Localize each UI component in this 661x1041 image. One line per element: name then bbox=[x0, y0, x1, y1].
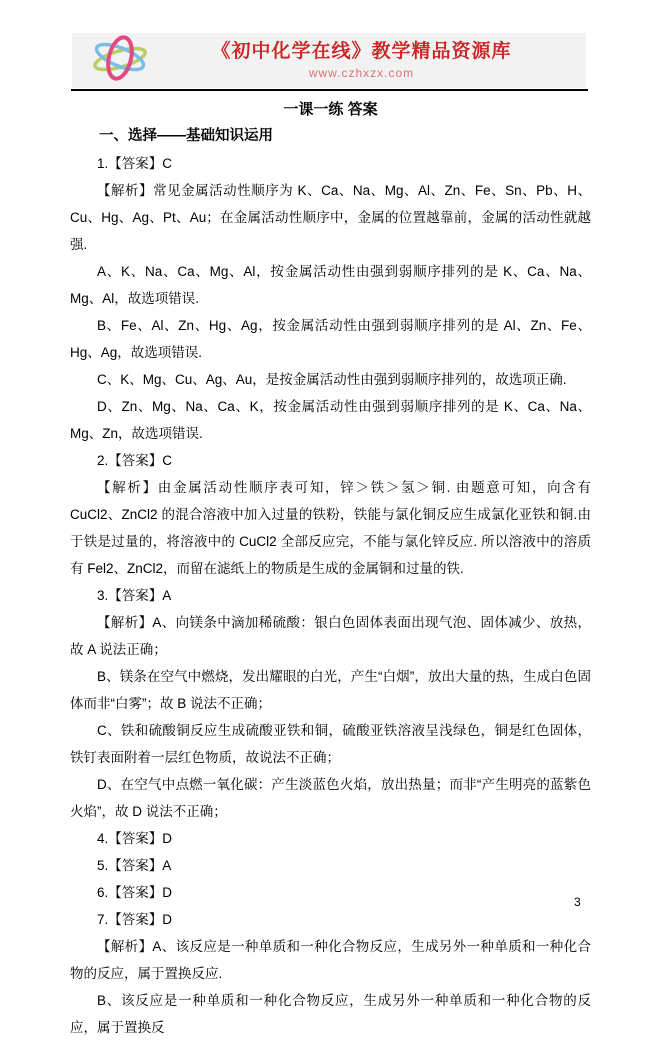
site-url-link[interactable]: www.czhxzx.com bbox=[308, 66, 415, 80]
paragraph: B、该反应是一种单质和一种化合物反应，生成另外一种单质和一种化合物的反应，属于置换反 bbox=[70, 993, 591, 1035]
paragraph: C、K、Mg、Cu、Ag、Au，是按金属活动性由强到弱顺序排列的，故选项正确. bbox=[97, 372, 567, 387]
paragraph: 4.【答案】D bbox=[97, 831, 173, 846]
site-title: 《初中化学在线》教学精品资源库 bbox=[211, 41, 512, 62]
paragraph: 【解析】A、该反应是一种单质和一种化合物反应，生成另外一种单质和一种化合物的反应，属于置换反应. bbox=[70, 939, 591, 981]
page-number: 3 bbox=[574, 895, 581, 909]
paragraph: 【解析】由金属活动性顺序表可知，锌＞铁＞氢＞铜. 由题意可知，向含有 CuCl2、ZnCl2 的混合溶液中加入过量的铁粉，铁能与氯化铜反应生成氯化亚铁和铜.由于铁是过量的，将溶液中的 CuCl2 全部反应完，不能与氯化锌反应. 所以溶液中的溶质有 Fel2、ZnCl2，而留在滤纸上的物质是生成的金属铜和过量的铁. bbox=[70, 480, 591, 576]
paragraph-list bbox=[70, 150, 591, 1041]
header-text-block bbox=[167, 41, 586, 80]
paragraph: 7.【答案】D bbox=[97, 912, 173, 927]
paragraph: 3.【答案】A bbox=[97, 588, 172, 603]
document-content bbox=[70, 123, 591, 1041]
paragraph: 【解析】A、向镁条中滴加稀硫酸：银白色固体表面出现气泡、固体减少、放热，故 A 说法正确； bbox=[70, 615, 591, 657]
paragraph: C、铁和硫酸铜反应生成硫酸亚铁和铜，硫酸亚铁溶液呈浅绿色，铜是红色固体，铁钉表面附着一层红色物质，故说法不正确； bbox=[70, 723, 591, 765]
header-divider bbox=[71, 89, 588, 91]
site-logo bbox=[72, 34, 167, 87]
paragraph: 6.【答案】D bbox=[97, 885, 173, 900]
paragraph: 2.【答案】C bbox=[97, 453, 173, 468]
paragraph: 【解析】常见金属活动性顺序为 K、Ca、Na、Mg、Al、Zn、Fe、Sn、Pb、H、Cu、Hg、Ag、Pt、Au；在金属活动性顺序中，金属的位置越靠前，金属的活动性就越强. bbox=[70, 183, 591, 252]
document-title: 一课一练 答案 bbox=[283, 101, 378, 118]
paragraph: B、Fe、Al、Zn、Hg、Ag，按金属活动性由强到弱顺序排列的是 Al、Zn、Fe、Hg、Ag，故选项错误. bbox=[70, 318, 591, 360]
section-heading: 一、选择――基础知识运用 bbox=[99, 128, 273, 144]
paragraph: 1.【答案】C bbox=[97, 156, 173, 171]
paragraph: A、K、Na、Ca、Mg、Al，按金属活动性由强到弱顺序排列的是 K、Ca、Na、Mg、Al，故选项错误. bbox=[70, 264, 591, 306]
atom-swirl-icon bbox=[89, 34, 151, 87]
paragraph: B、镁条在空气中燃烧，发出耀眼的白光，产生“白烟”，放出大量的热，生成白色固体而非“白雾”；故 B 说法不正确； bbox=[70, 669, 591, 711]
paragraph: D、在空气中点燃一氧化碳：产生淡蓝色火焰，放出热量；而非“产生明亮的蓝紫色火焰”，故 D 说法不正确； bbox=[70, 777, 591, 819]
paragraph: 5.【答案】A bbox=[97, 858, 172, 873]
paragraph: D、Zn、Mg、Na、Ca、K，按金属活动性由强到弱顺序排列的是 K、Ca、Na、Mg、Zn，故选项错误. bbox=[70, 399, 591, 441]
site-header bbox=[72, 33, 586, 88]
